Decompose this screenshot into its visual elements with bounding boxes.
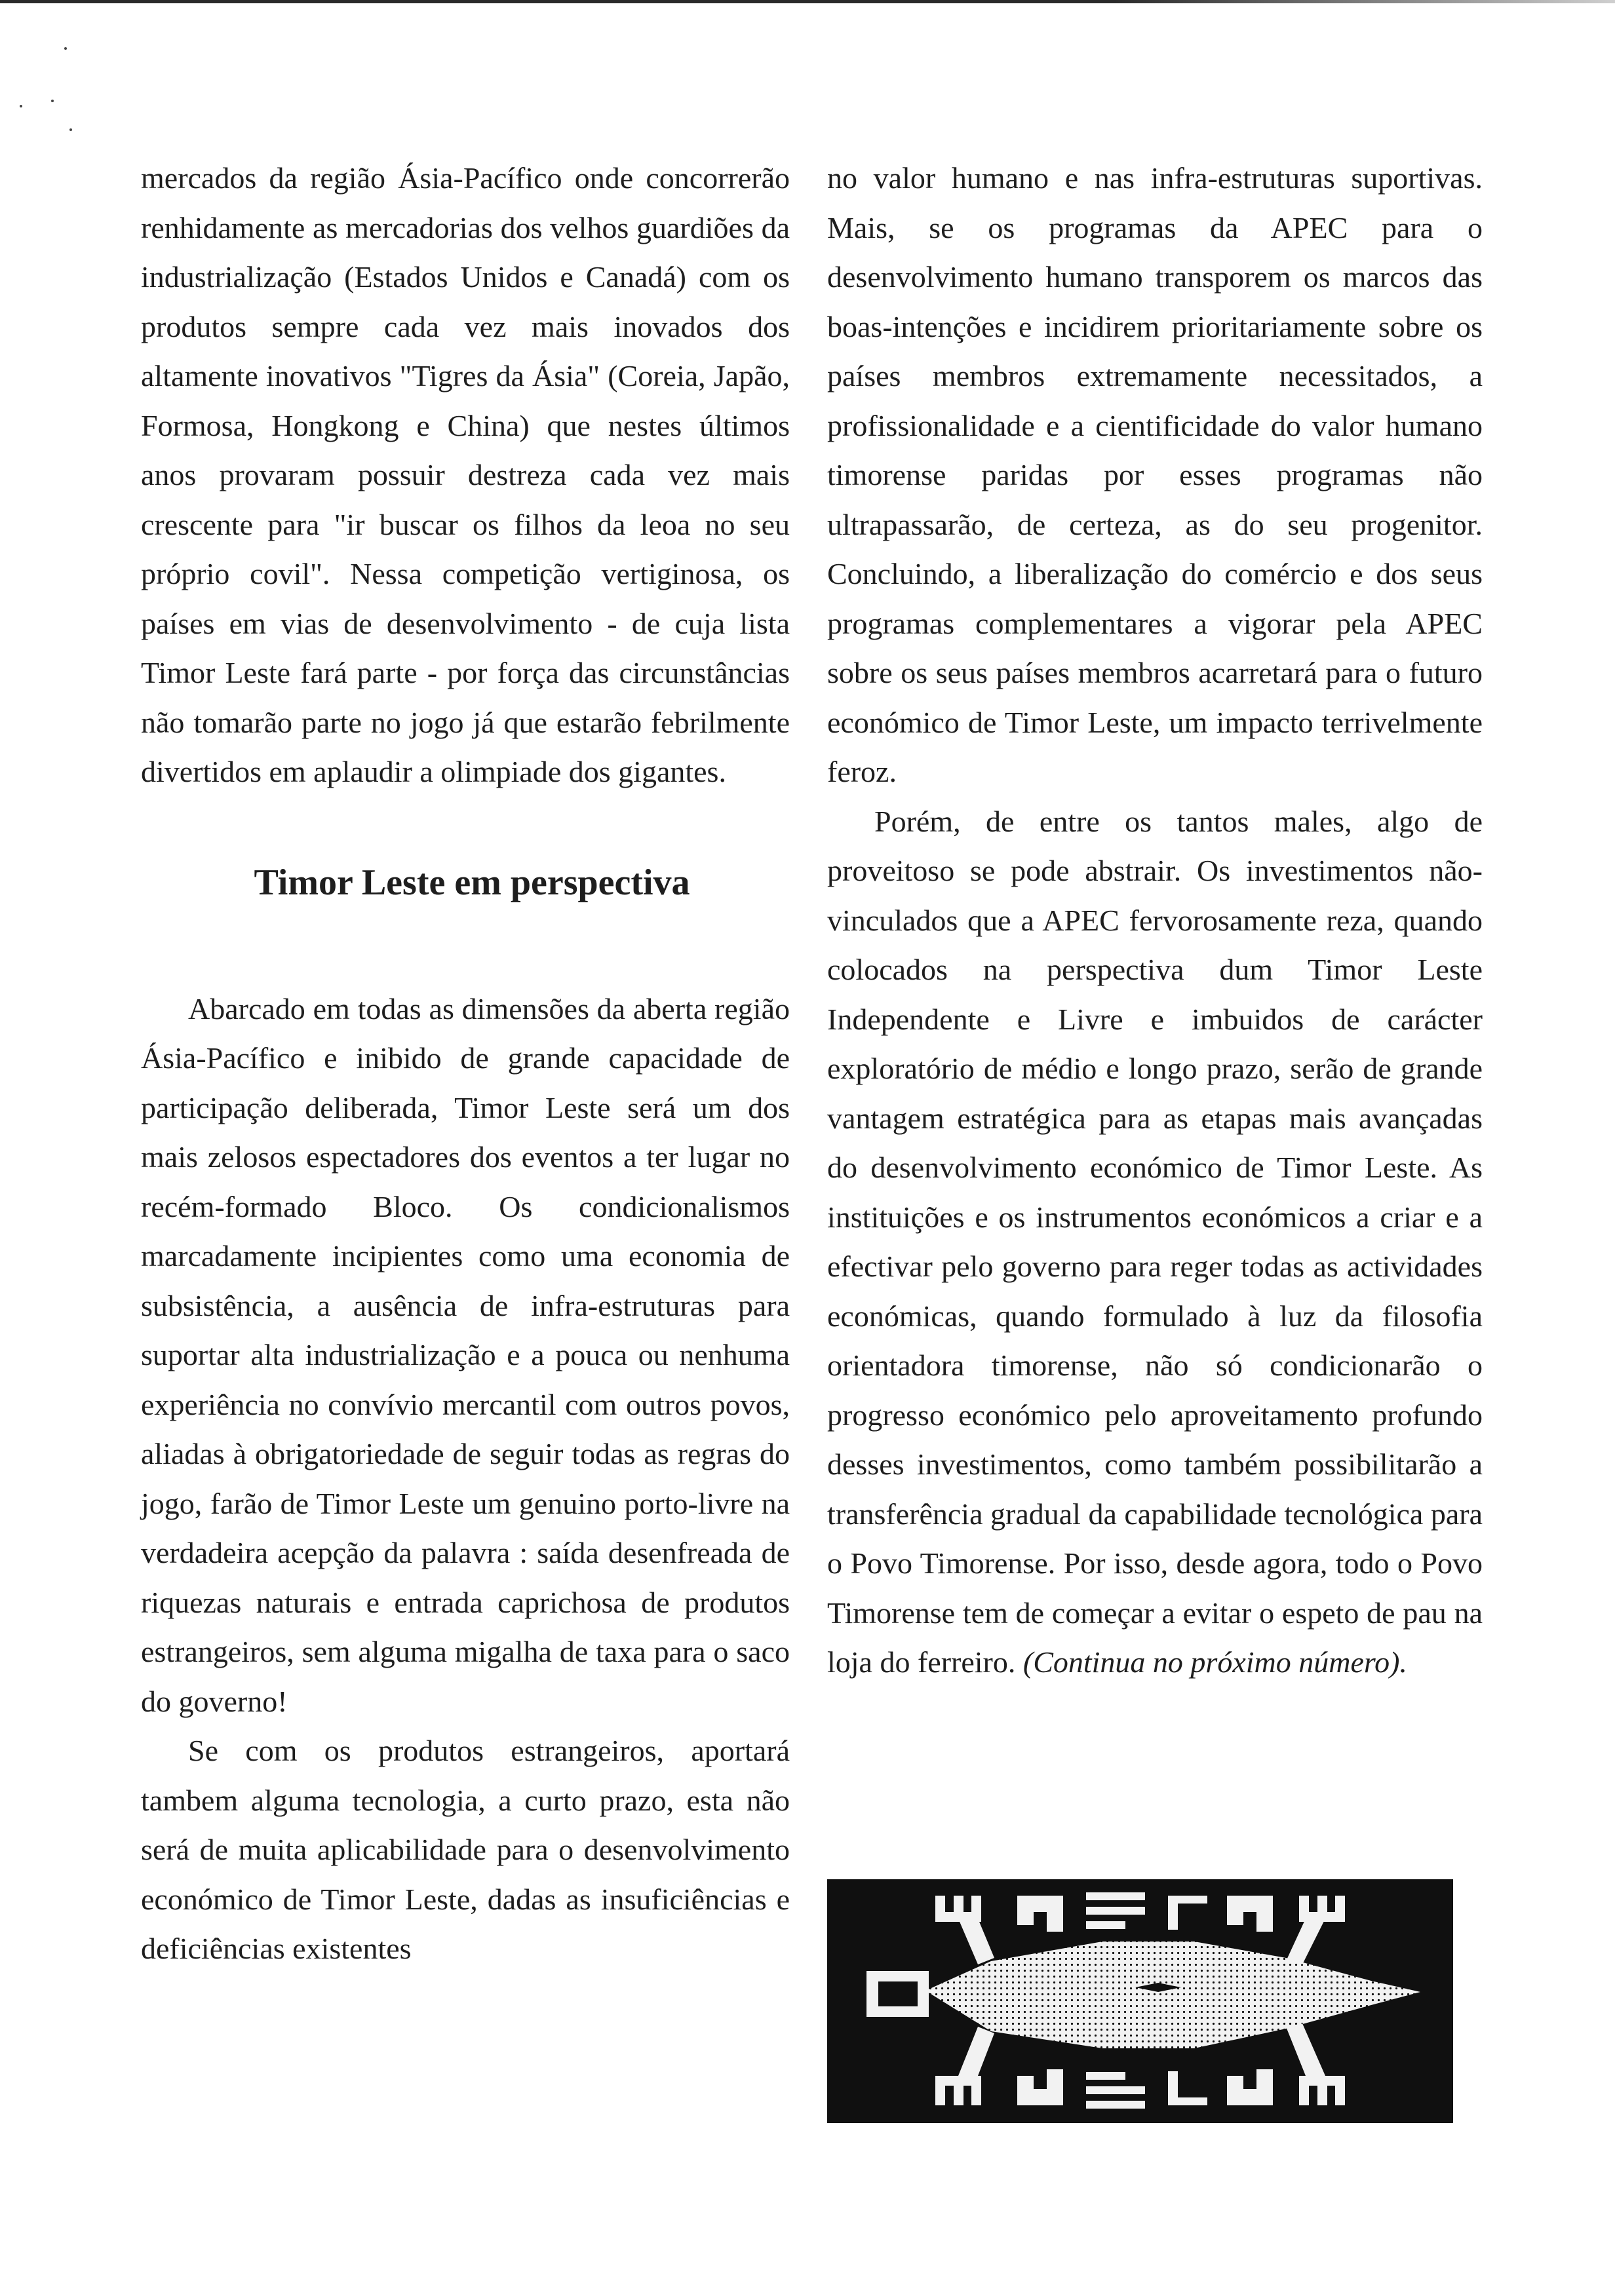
- lizard-motif-icon: [827, 1879, 1453, 2123]
- right-column: [827, 153, 1483, 1687]
- section-heading: Timor Leste em perspectiva: [254, 862, 690, 903]
- left-column: [141, 153, 790, 1974]
- scan-speck: [51, 100, 54, 102]
- scan-speck: [20, 105, 22, 107]
- right-paragraph-1: no valor humano e nas infra-estruturas suportivas. Mais, se os programas da APEC para o desenvolvimento humano transporem os marcos das boas-intenções e incidirem prioritariamente sobre os países membros extremamente necessitados, a profissionalidade e a cientificidade do valor humano timorense paridas por esses programas não ultrapassarão, de certeza, as do seu progenitor. Concluindo, a liberalização do comércio e dos seus programas complementares a vigorar pela APEC sobre os seus países membros acarretará para o futuro económico de Timor Leste, um impacto terrivelmente feroz.: [827, 161, 1483, 788]
- left-paragraph-2: Abarcado em todas as dimensões da aberta região Ásia-Pacífico e inibido de grande capacidade de participação deliberada, Timor Leste será um dos mais zelosos espectadores dos eventos a ter lugar no recém-formado Bloco. Os condicionalismos marcadamente incipientes como uma economia de subsistência, a ausência de infra-estruturas para suportar alta industrialização e a pouca ou nenhuma experiência no convívio mercantil com outros povos, aliadas à obrigatoriedade de seguir todas as regras do jogo, farão de Timor Leste um genuino porto-livre na verdadeira acepção da palavra : saída desenfreada de riquezas naturais e entrada caprichosa de produtos estrangeiros, sem alguma migalha de taxa para o saco do governo!: [141, 991, 790, 1718]
- scan-speck: [64, 47, 67, 50]
- continuation-note: (Continua no próximo número).: [1022, 1645, 1407, 1679]
- right-paragraph-2-text: Porém, de entre os tantos males, algo de proveitoso se pode abstrair. Os investimentos não-vinculados que a APEC fervorosamente reza, quando colocados na perspectiva dum Timor Leste Independente e Livre e imbuidos de carácter exploratório de médio e longo prazo, serão de grande vantagem estratégica para as etapas mais avançadas do desenvolvimento económico de Timor Leste. As instituições e os instrumentos económicos a criar e a efectivar pelo governo para reger todas as actividades económicas, quando formulado à luz da filosofia orientadora timorense, não só condicionarão o progresso económico pelo aproveitamento profundo desses investimentos, como também possibilitarão a transferência gradual da capabilidade tecnológica para o Povo Timorense. Por isso, desde agora, todo o Povo Timorense tem de começar a evitar o espeto de pau na loja do ferreiro.: [827, 804, 1483, 1679]
- right-paragraph-2: [827, 797, 1483, 1687]
- left-paragraph-3: Se com os produtos estrangeiros, aportará tambem alguma tecnologia, a curto prazo, esta não será de muita aplicabilidade para o desenvolvimento económico de Timor Leste, dadas as insuficiências e deficiências existentes: [141, 1734, 790, 1965]
- top-rule-fade: [1114, 0, 1615, 3]
- scan-speck: [69, 128, 72, 131]
- left-paragraph-1: mercados da região Ásia-Pacífico onde concorrerão renhidamente as mercadorias dos velhos guardiões da industrialização (Estados Unidos e Canadá) com os produtos sempre cada vez mais inovados dos altamente inovativos "Tigres da Ásia" (Coreia, Japão, Formosa, Hongkong e China) que nestes últimos anos provaram possuir destreza cada vez mais crescente para "ir buscar os filhos da leoa no seu próprio covil". Nessa competição vertiginosa, os países em vias de desenvolvimento - de cuja lista Timor Leste fará parte - por força das circunstâncias não tomarão parte no jogo já que estarão febrilmente divertidos em aplaudir a olimpiade dos gigantes.: [141, 161, 790, 788]
